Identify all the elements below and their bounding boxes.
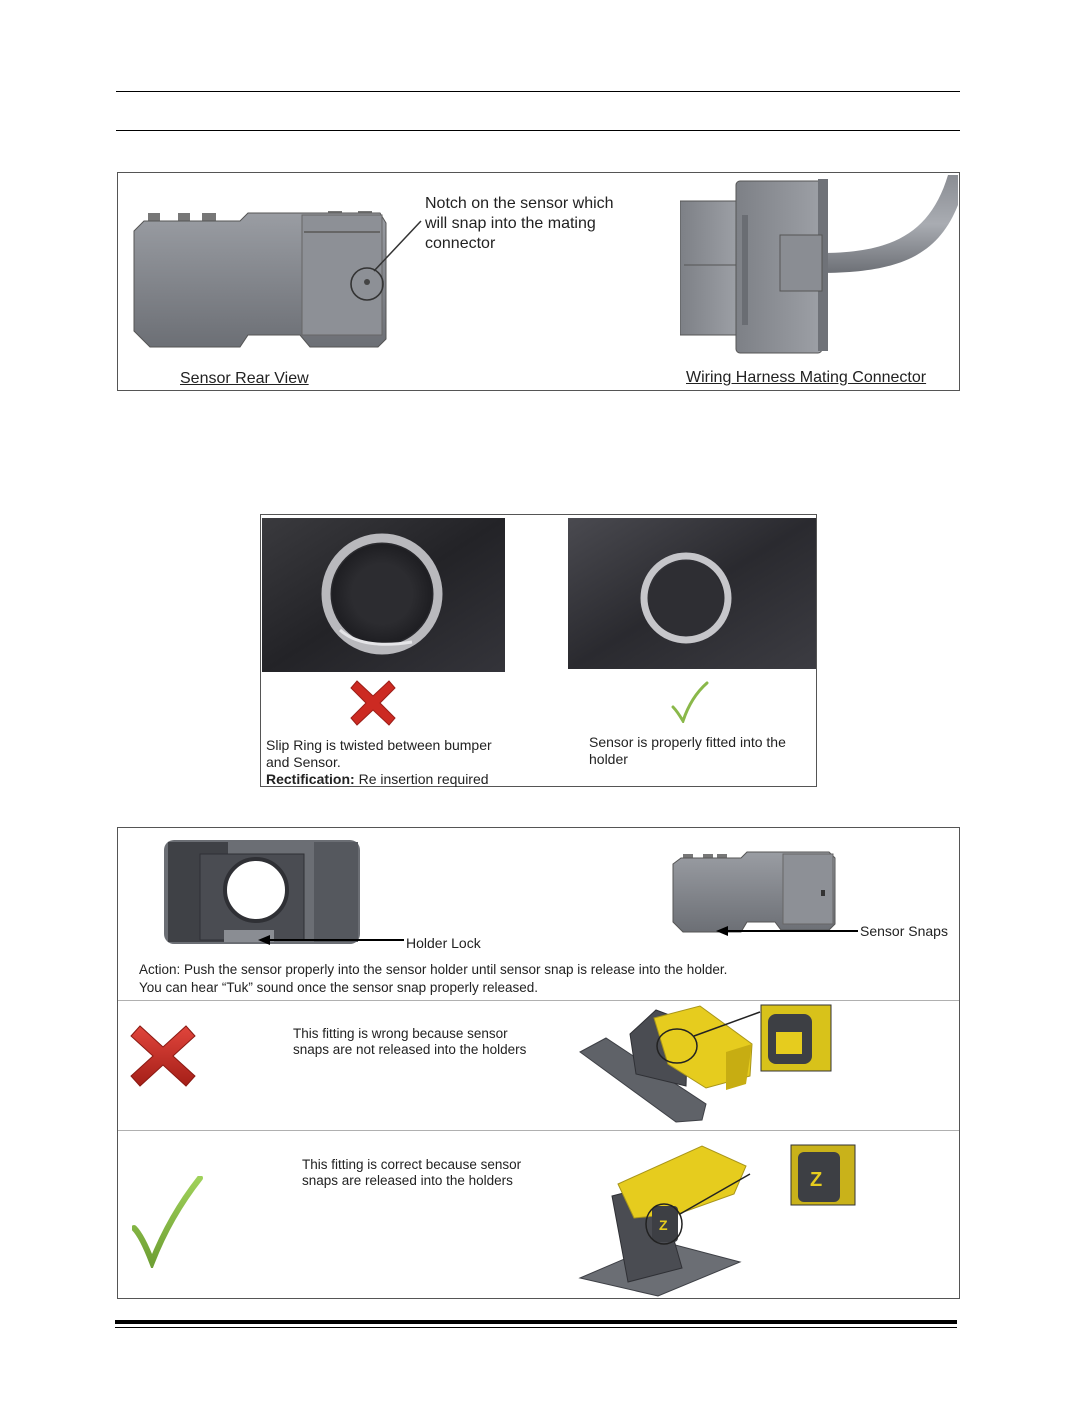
correct-fitting-line: snaps are released into the holders bbox=[302, 1173, 513, 1188]
proper-fit-line: Sensor is properly fitted into the bbox=[589, 734, 786, 750]
action-instructions bbox=[139, 961, 727, 997]
wrong-fitting-line: snaps are not released into the holders bbox=[293, 1042, 527, 1057]
wrong-fitting-description bbox=[293, 1026, 526, 1058]
twisted-slip-ring-photo bbox=[262, 518, 505, 672]
notch-text-line: will snap into the mating bbox=[425, 215, 596, 232]
sensor-holder-image bbox=[164, 836, 362, 948]
sensor-rear-view-caption: Sensor Rear View bbox=[180, 370, 309, 387]
checkmark-icon bbox=[671, 681, 709, 723]
notch-callout-line bbox=[348, 219, 428, 303]
holder-lock-label: Holder Lock bbox=[406, 935, 481, 951]
cross-icon bbox=[127, 1022, 199, 1090]
sensor-snaps-label: Sensor Snaps bbox=[860, 923, 948, 939]
notch-annotation bbox=[425, 194, 614, 254]
correct-fitting-description bbox=[302, 1157, 521, 1189]
rectification-line bbox=[266, 771, 492, 788]
slip-ring-comparison-figure bbox=[260, 514, 817, 787]
sensor-connector-figure bbox=[117, 172, 960, 391]
correct-fitting-zoom-inset bbox=[790, 1144, 856, 1206]
row-divider bbox=[118, 1130, 959, 1131]
wiring-harness-connector-image bbox=[680, 175, 958, 355]
wiring-harness-caption: Wiring Harness Mating Connector bbox=[686, 369, 927, 386]
wrong-fit-line: and Sensor. bbox=[266, 754, 341, 770]
proper-fit-slip-ring-photo bbox=[568, 518, 816, 669]
cross-icon bbox=[347, 678, 399, 728]
header-rule-top bbox=[116, 91, 960, 92]
checkmark-icon bbox=[132, 1176, 204, 1268]
notch-text-line: Notch on the sensor which bbox=[425, 195, 614, 212]
proper-fit-description bbox=[589, 734, 786, 768]
svg-text:Z: Z bbox=[659, 1217, 668, 1233]
footer-rule-thin bbox=[115, 1327, 957, 1328]
action-line: Action: Push the sensor properly into the sensor holder until sensor snap is release into the holder. bbox=[139, 962, 728, 977]
rectification-text: Re insertion required bbox=[354, 771, 489, 787]
wrong-fitting-zoom-inset bbox=[760, 1004, 832, 1072]
notch-text-line: connector bbox=[425, 235, 496, 252]
sensor-snaps-arrow bbox=[716, 925, 858, 937]
wrong-fit-line: Slip Ring is twisted between bumper bbox=[266, 737, 492, 753]
wrong-fitting-line: This fitting is wrong because sensor bbox=[293, 1026, 508, 1041]
action-line: You can hear “Tuk” sound once the sensor snap properly released. bbox=[139, 980, 538, 995]
proper-fit-line: holder bbox=[589, 751, 628, 767]
row-divider bbox=[118, 1000, 959, 1001]
svg-text:Z: Z bbox=[810, 1169, 823, 1191]
correct-fitting-image bbox=[578, 1144, 758, 1298]
holder-lock-arrow bbox=[258, 934, 404, 946]
header-rule-bottom bbox=[116, 130, 960, 131]
correct-fitting-line: This fitting is correct because sensor bbox=[302, 1157, 522, 1172]
wrong-fit-description bbox=[266, 737, 492, 788]
footer-rule-thick bbox=[115, 1320, 957, 1324]
sensor-holder-fitting-figure bbox=[117, 827, 960, 1299]
rectification-label: Rectification: bbox=[266, 771, 355, 787]
